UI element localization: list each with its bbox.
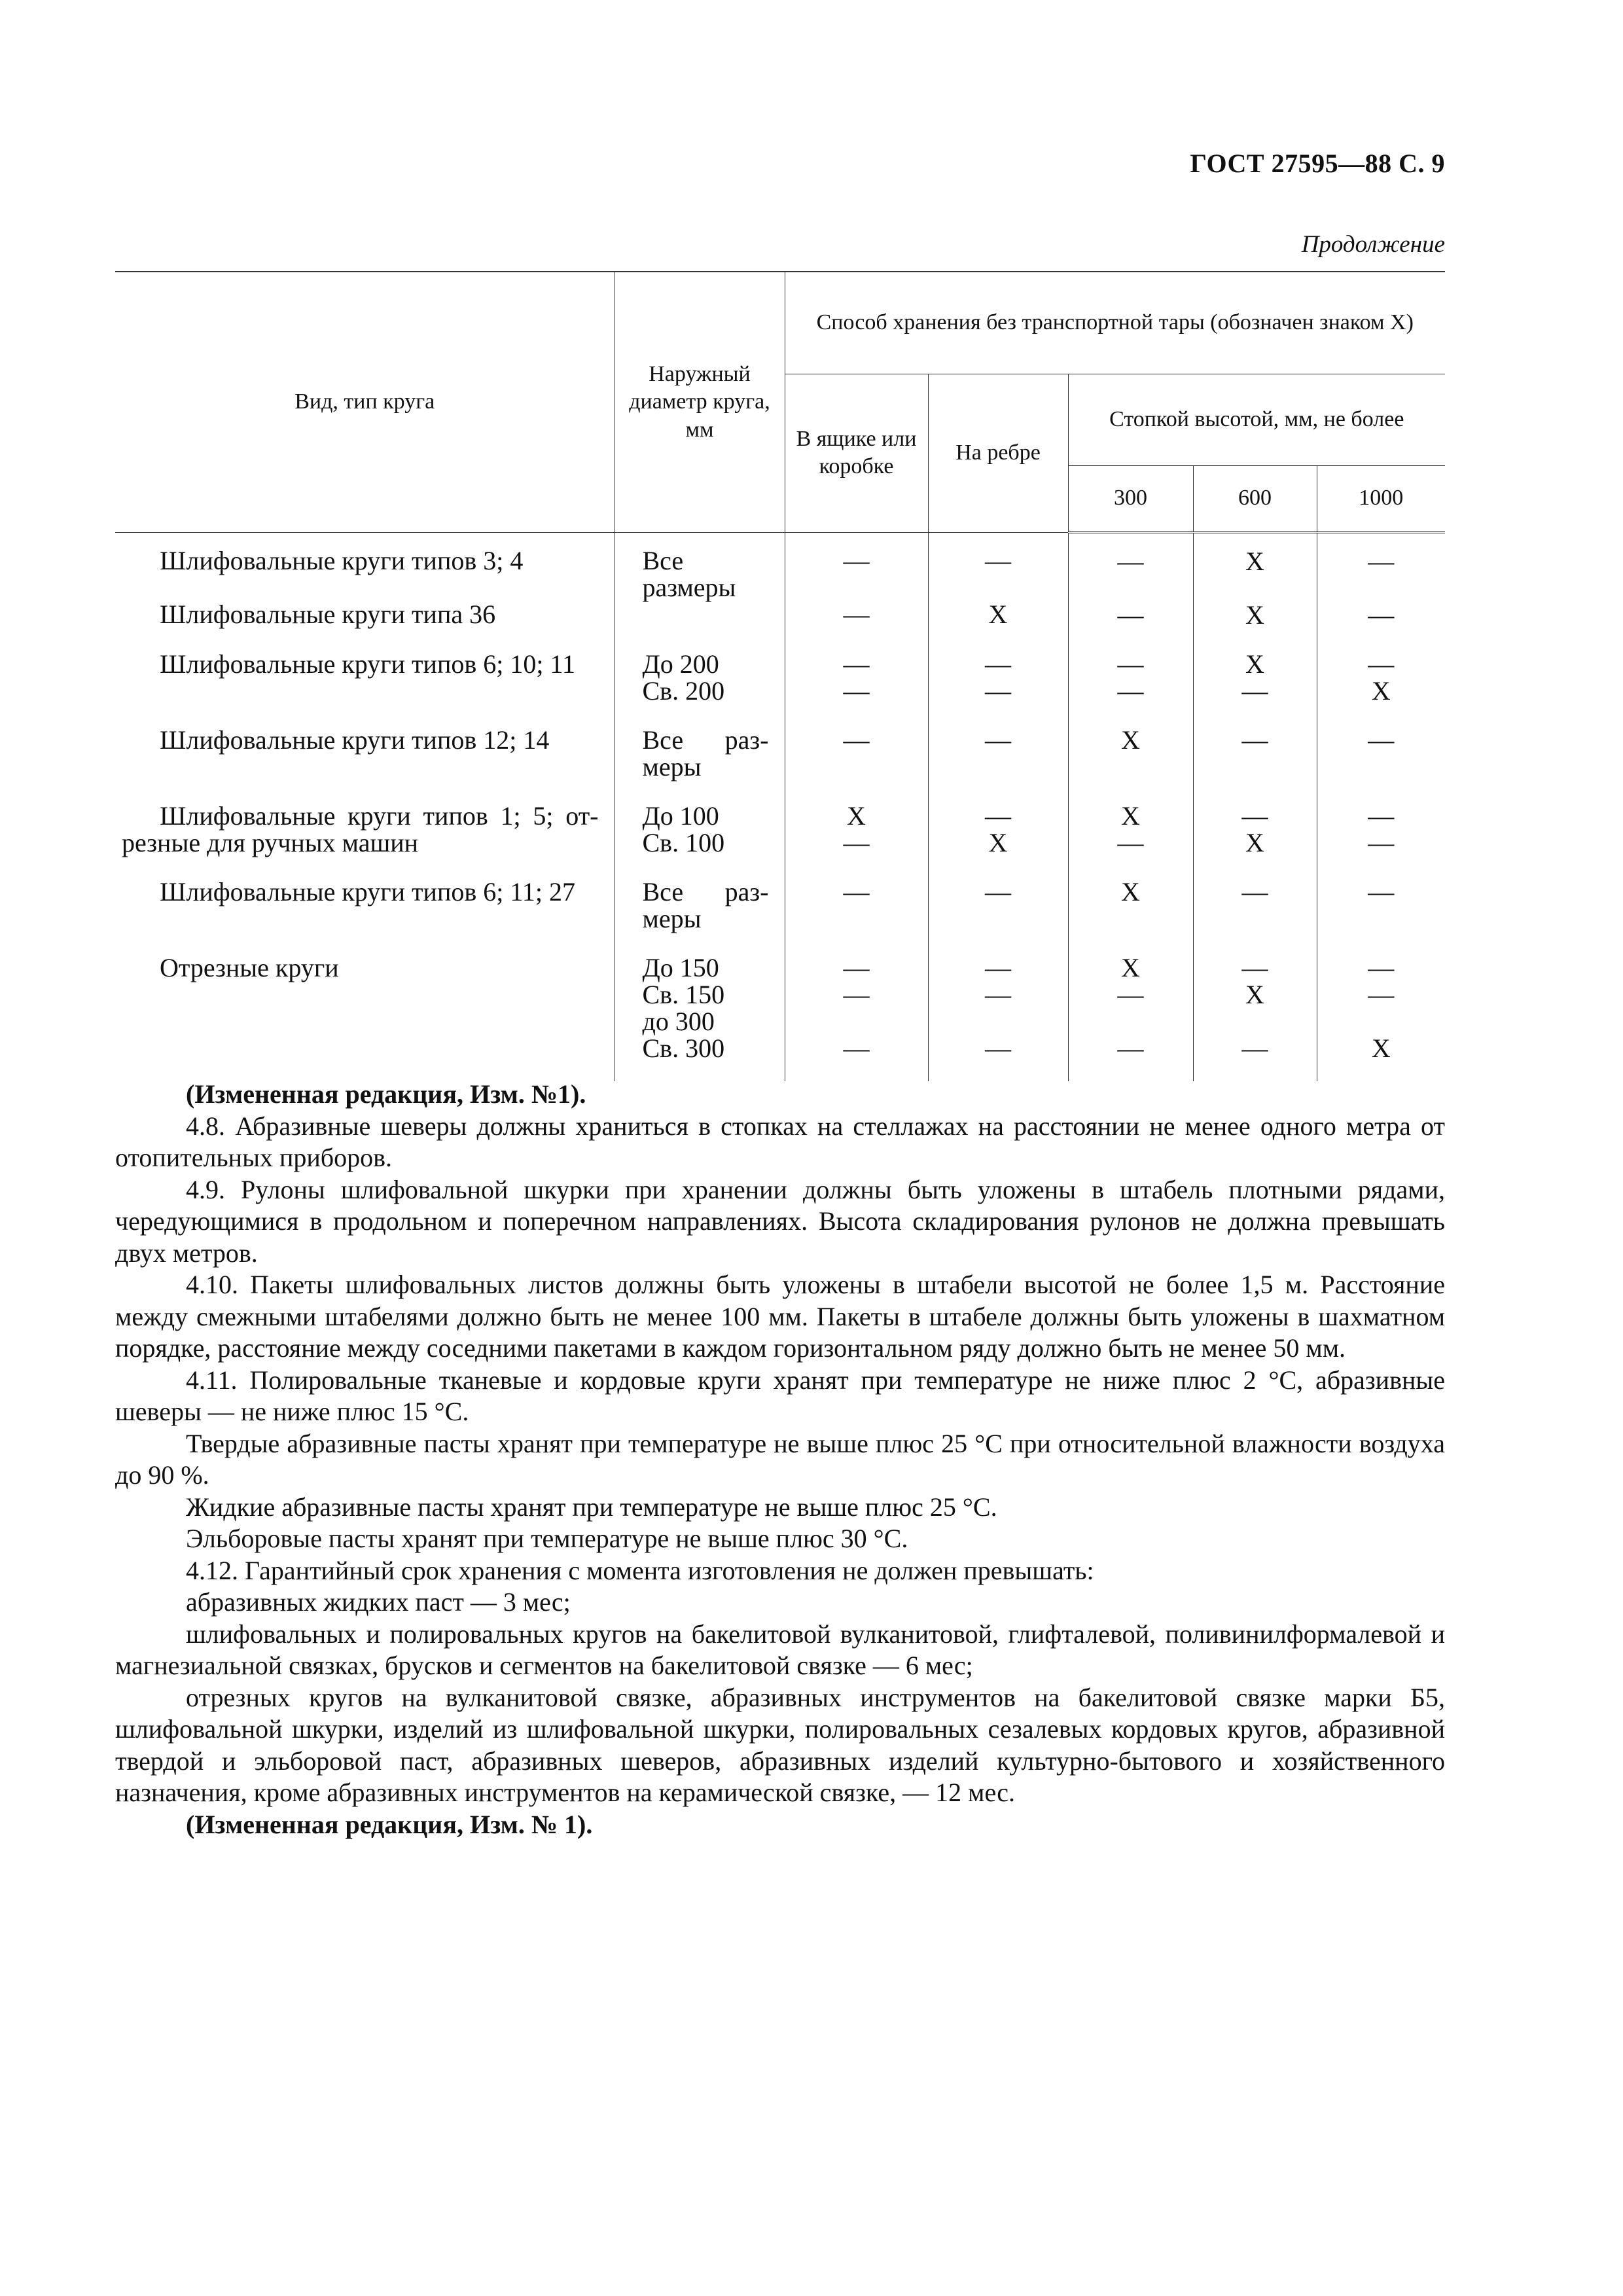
cell-content [1069,800,1193,876]
continuation-label: Продолжение [1301,231,1445,258]
header-stack-1000: 1000 [1317,465,1445,532]
cell-edge [928,532,1068,648]
cell-stack-1000-line: — [1368,800,1395,831]
header-stack-300: 300 [1068,465,1193,532]
cell-stack-1000 [1317,532,1445,648]
cell-box-line: — [843,979,870,1009]
cell-stack-600 [1193,876,1317,952]
cell-type [115,532,615,648]
cell-diameter [615,800,785,876]
cell-diameter-line: Св. 300 [642,1033,725,1063]
cell-diameter-line: меры [642,751,702,781]
amendment-note: (Измененная редакция, Изм. № 1). [186,1809,593,1839]
cell-content [615,724,785,800]
cell-diameter-line: Все раз- [642,876,769,906]
paragraph: шлифовальных и полировальных кругов на бакелитовой вулканитовой, глифталевой, поливинилформалевой и магнезиальной связках, брусков и сегментов на бакелитовой связке — 6 мес; [115,1619,1445,1680]
cell-box [785,648,928,724]
cell-stack-600 [1193,532,1317,648]
cell-box-line: — [843,675,870,706]
cell-content [1194,648,1317,724]
cell-diameter-line: до 300 [642,1006,715,1036]
cell-stack-1000-line: — [1368,952,1395,982]
cell-type-line: Шлифовальные круги типов 12; 14 [160,725,550,755]
cell-content [929,533,1068,647]
cell-box-line: — [843,876,870,906]
cell-type-line [122,574,608,601]
cell-content [929,952,1068,1081]
paragraph: 4.12. Гарантийный срок хранения с момента изготовления не должен превышать: [186,1555,1094,1585]
cell-edge-line: — [985,725,1011,755]
cell-type-line: Шлифовальные круги типов 6; 11; 27 [160,876,575,906]
paragraph: Жидкие абразивные пасты хранят при температуре не выше плюс 25 °С. [186,1492,997,1522]
cell-box-line: — [843,1033,870,1063]
cell-type [115,800,615,876]
cell-content [115,952,615,1001]
cell-box [785,800,928,876]
cell-content [785,533,928,647]
cell-content [115,876,615,925]
cell-stack-1000-line: — [1368,827,1395,857]
cell-stack-600-line: X [1245,649,1264,679]
cell-type-line: Шлифовальные круги типов 6; 10; 11 [160,649,575,679]
header-storage-method: Способ хранения без транспортной тары (обозначен знаком X) [785,272,1445,374]
cell-stack-1000-line: — [1368,876,1395,906]
table-row [115,800,1445,876]
cell-stack-1000-line: — [1368,979,1395,1009]
cell-content [1317,648,1446,724]
cell-type-line: Шлифовальные круги типов 1; 5; от- [160,800,599,831]
cell-diameter-line: размеры [642,572,736,602]
header-edge: На ребре [928,374,1068,532]
cell-diameter [615,724,785,800]
cell-stack-300 [1068,800,1193,876]
cell-stack-1000-line: X [1371,1033,1391,1063]
cell-box-line: — [843,649,870,679]
table-row [115,952,1445,1081]
cell-type-line: резные для ручных машин [122,827,419,857]
cell-content [615,876,785,952]
cell-stack-300-line: — [1117,649,1144,679]
cell-stack-600-line: — [1241,876,1268,906]
cell-content [615,800,785,876]
cell-stack-600-line: — [1241,675,1268,706]
cell-stack-1000 [1317,952,1445,1081]
cell-content [1194,952,1317,1081]
cell-diameter [615,952,785,1081]
cell-edge [928,724,1068,800]
cell-content [1317,800,1446,876]
cell-stack-300-line [1075,1008,1186,1035]
cell-content [615,648,785,724]
cell-box-line: — [843,599,870,629]
cell-content [1069,533,1193,648]
cell-stack-1000 [1317,800,1445,876]
cell-content [1317,724,1446,773]
cell-content [785,952,928,1081]
cell-content [115,724,615,773]
cell-edge-line: — [985,979,1011,1009]
paragraph: абразивных жидких паст — 3 мес; [186,1587,571,1617]
cell-content [929,648,1068,724]
cell-stack-600-line: X [1245,600,1264,630]
table-row [115,724,1445,800]
cell-stack-300-line: — [1117,1033,1144,1063]
cell-type-line [122,677,608,704]
cell-edge-line [935,1008,1061,1035]
cell-diameter-line: До 150 [642,952,719,982]
cell-content [1317,876,1446,925]
cell-box-line [792,574,921,601]
cell-diameter-line: Все [642,545,684,575]
cell-diameter [615,648,785,724]
cell-stack-300 [1068,724,1193,800]
cell-content [785,800,928,876]
cell-content [785,876,928,925]
cell-stack-300-line: — [1117,979,1144,1009]
cell-content [785,724,928,773]
cell-diameter [615,532,785,648]
cell-stack-300 [1068,876,1193,952]
cell-stack-300-line: X [1121,952,1140,982]
cell-content [929,876,1068,925]
cell-content [1069,952,1193,1081]
cell-stack-1000-line: — [1368,649,1395,679]
cell-stack-600 [1193,952,1317,1081]
cell-stack-300-line: — [1117,675,1144,706]
paragraph: 4.10. Пакеты шлифовальных листов должны быть уложены в штабели высотой не более 1,5 м. Расстояние между смежными штабелями должно быть не менее 100 мм. Пакеты в штабеле должны быть уложены в шахматном порядке, расстояние между соседними пакетами в каждом горизонтальном ряду должно быть не менее 50 мм. [115,1270,1445,1363]
cell-type [115,876,615,952]
cell-stack-1000-line: — [1368,600,1395,630]
table-row [115,876,1445,952]
storage-table-container [115,271,1445,1081]
cell-stack-600-line: — [1241,725,1268,755]
cell-type-line: Шлифовальные круги типов 3; 4 [160,545,524,575]
cell-edge [928,800,1068,876]
cell-edge [928,952,1068,1081]
cell-type-line: Шлифовальные круги типа 36 [160,599,496,629]
header-diameter: Наружный диаметр круга, мм [615,272,785,532]
cell-box-line: — [843,545,870,575]
cell-stack-600-line: — [1241,800,1268,831]
cell-stack-300-line: X [1121,800,1140,831]
cell-diameter-line: Св. 100 [642,827,725,857]
cell-edge-line: — [985,675,1011,706]
storage-table [115,271,1445,1081]
cell-diameter-line: Св. 150 [642,979,725,1009]
cell-edge [928,876,1068,952]
cell-content [929,800,1068,876]
body-text [115,1079,1445,1840]
cell-type [115,724,615,800]
cell-content [1317,533,1446,648]
cell-stack-300-line: — [1117,546,1144,576]
cell-content [929,724,1068,773]
cell-edge [928,648,1068,724]
amendment-note: (Измененная редакция, Изм. №1). [186,1079,586,1109]
cell-box-line [792,1008,921,1035]
header-stack-600: 600 [1193,465,1317,532]
cell-diameter-line: До 100 [642,800,719,831]
cell-stack-300 [1068,648,1193,724]
cell-stack-300-line: X [1121,876,1140,906]
cell-type [115,952,615,1081]
cell-content [1194,533,1317,648]
cell-box-line: — [843,827,870,857]
cell-content [1069,876,1193,925]
table-row [115,532,1445,648]
cell-diameter-line [622,601,778,628]
cell-stack-600-line: X [1245,827,1264,857]
cell-stack-1000 [1317,724,1445,800]
cell-edge-line: X [988,827,1008,857]
cell-edge-line: — [985,952,1011,982]
cell-stack-1000-line: — [1368,546,1395,576]
cell-edge-line: — [985,545,1011,575]
cell-edge-line: X [988,599,1008,629]
cell-stack-1000-line: X [1371,675,1391,706]
cell-stack-600-line: X [1245,979,1264,1009]
cell-box [785,532,928,648]
paragraph: 4.9. Рулоны шлифовальной шкурки при хранении должны быть уложены в штабель плотными рядами, чередующимися в продольном и поперечном направлениях. Высота складирования рулонов не должна превышать двух метров. [115,1174,1445,1268]
cell-box [785,952,928,1081]
cell-stack-1000 [1317,648,1445,724]
cell-content [1194,724,1317,773]
cell-box [785,876,928,952]
cell-content [1069,724,1193,773]
cell-stack-1000-line: — [1368,725,1395,755]
cell-stack-600-line: X [1245,546,1264,576]
cell-content [615,952,785,1081]
paragraph: Твердые абразивные пасты хранят при температуре не выше плюс 25 °С при относительной влажности воздуха до 90 %. [115,1428,1445,1490]
cell-content [115,648,615,724]
paragraph: Эльборовые пасты хранят при температуре не выше плюс 30 °С. [186,1524,908,1553]
cell-type [115,648,615,724]
cell-type-line: Отрезные круги [160,952,339,982]
cell-box-line: X [847,800,866,831]
header-type: Вид, тип круга [115,272,615,532]
cell-stack-600 [1193,648,1317,724]
table-row [115,648,1445,724]
cell-diameter-line: До 200 [642,649,719,679]
cell-stack-600-line [1200,1008,1310,1035]
storage-table-body [115,532,1445,1081]
cell-stack-600-line [1200,575,1310,601]
cell-box [785,724,928,800]
cell-diameter-line: меры [642,903,702,933]
cell-diameter-line: Все раз- [642,725,769,755]
document-reference: ГОСТ 27595—88 С. 9 [1190,149,1445,178]
cell-box-line: — [843,952,870,982]
cell-edge-line: — [985,1033,1011,1063]
cell-stack-600-line: — [1241,952,1268,982]
cell-content [1194,876,1317,925]
cell-stack-300 [1068,952,1193,1081]
paragraph: 4.11. Полировальные тканевые и кордовые круги хранят при температуре не ниже плюс 2 °С, абразивные шеверы — не ниже плюс 15 °С. [115,1365,1445,1426]
cell-content [615,533,785,647]
cell-stack-300 [1068,532,1193,648]
cell-content [1069,648,1193,724]
cell-stack-1000-line [1324,575,1439,601]
cell-content [785,648,928,724]
cell-stack-300-line [1075,575,1186,601]
paragraph: отрезных кругов на вулканитовой связке, абразивных инструментов на бакелитовой связке марки Б5, шлифовальной шкурки, изделий из шлифовальной шкурки, полировальных сезалевых кордовых кругов, абразивной твердой и эльборовой паст, абразивных шеверов, абразивных изделий культурно-бытового и хозяйственного назначения, кроме абразивных инструментов на керамической связке, — 12 мес. [115,1682,1445,1807]
paragraph: 4.8. Абразивные шеверы должны храниться в стопках на стеллажах на расстоянии не менее одного метра от отопительных приборов. [115,1111,1445,1172]
cell-stack-600-line: — [1241,1033,1268,1063]
cell-edge-line: — [985,649,1011,679]
cell-content [115,533,615,647]
cell-content [1317,952,1446,1081]
cell-content [115,800,615,876]
cell-box-line: — [843,725,870,755]
cell-stack-300-line: X [1121,725,1140,755]
cell-diameter-line: Св. 200 [642,675,725,706]
cell-diameter [615,876,785,952]
cell-stack-600 [1193,724,1317,800]
header-stack-height: Стопкой высотой, мм, не более [1068,374,1445,465]
cell-stack-1000 [1317,876,1445,952]
cell-stack-600 [1193,800,1317,876]
cell-stack-1000-line [1324,1008,1439,1035]
cell-stack-300-line: — [1117,827,1144,857]
cell-content [1194,800,1317,876]
cell-stack-300-line: — [1117,600,1144,630]
cell-edge-line: — [985,876,1011,906]
header-box: В ящике или коробке [785,374,928,532]
cell-edge-line [935,574,1061,601]
cell-edge-line: — [985,800,1011,831]
